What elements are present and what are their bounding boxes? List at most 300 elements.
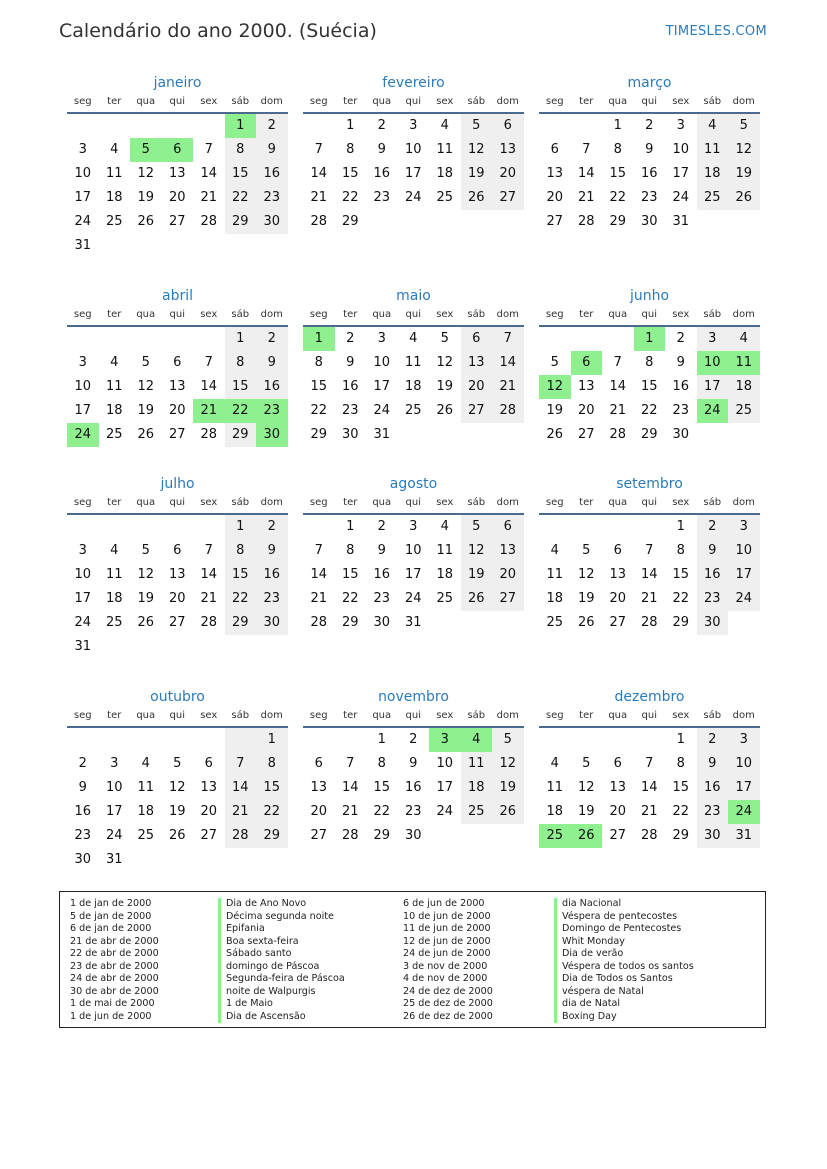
day-cell[interactable]: 24 [404,190,422,205]
day-cell[interactable]: 16 [373,567,391,582]
day-cell[interactable]: 24 [74,214,92,229]
day-cell[interactable]: 12 [492,752,524,776]
day-cell[interactable]: 8 [256,752,288,776]
day-cell[interactable]: 30 [256,611,288,635]
day-cell[interactable]: 30 [74,852,92,867]
day-cell[interactable]: 28 [640,828,658,843]
day-cell[interactable]: 14 [310,166,328,181]
day-cell[interactable]: 21 [492,375,524,399]
day-cell[interactable]: 11 [137,780,155,795]
day-cell[interactable]: 28 [310,214,328,229]
day-cell[interactable]: 30 [256,210,288,234]
day-cell[interactable]: 20 [310,804,328,819]
day-cell[interactable]: 29 [373,828,391,843]
day-cell[interactable]: 22 [341,591,359,606]
day-cell[interactable]: 13 [492,539,524,563]
day-cell[interactable]: 18 [546,804,564,819]
day-cell[interactable]: 10 [728,539,760,563]
day-cell[interactable]: 31 [74,639,92,654]
day-cell[interactable]: 8 [645,355,654,370]
holiday-day-cell[interactable]: 1 [303,327,335,351]
day-cell[interactable]: 7 [314,543,323,558]
day-cell[interactable]: 9 [377,142,386,157]
day-cell[interactable]: 13 [609,567,627,582]
day-cell[interactable]: 9 [645,142,654,157]
day-cell[interactable]: 17 [105,804,123,819]
day-cell[interactable]: 6 [492,515,524,539]
day-cell[interactable]: 14 [640,780,658,795]
day-cell[interactable]: 20 [461,375,493,399]
day-cell[interactable]: 6 [613,756,622,771]
day-cell[interactable]: 2 [256,515,288,539]
day-cell[interactable]: 11 [404,355,422,370]
day-cell[interactable]: 26 [137,214,155,229]
day-cell[interactable]: 25 [697,186,729,210]
day-cell[interactable]: 20 [200,804,218,819]
day-cell[interactable]: 4 [440,118,449,133]
day-cell[interactable]: 24 [728,587,760,611]
day-cell[interactable]: 21 [640,804,658,819]
day-cell[interactable]: 4 [409,331,418,346]
day-cell[interactable]: 12 [137,166,155,181]
day-cell[interactable]: 3 [78,142,87,157]
day-cell[interactable]: 7 [204,355,213,370]
day-cell[interactable]: 10 [105,780,123,795]
day-cell[interactable]: 28 [577,214,595,229]
day-cell[interactable]: 6 [492,114,524,138]
day-cell[interactable]: 25 [436,591,454,606]
day-cell[interactable]: 4 [110,355,119,370]
day-cell[interactable]: 3 [728,728,760,752]
day-cell[interactable]: 18 [728,375,760,399]
day-cell[interactable]: 15 [310,379,328,394]
day-cell[interactable]: 31 [728,824,760,848]
day-cell[interactable]: 8 [676,543,685,558]
day-cell[interactable]: 27 [492,186,524,210]
day-cell[interactable]: 4 [110,543,119,558]
day-cell[interactable]: 21 [577,190,595,205]
day-cell[interactable]: 9 [256,351,288,375]
day-cell[interactable]: 4 [110,142,119,157]
day-cell[interactable]: 2 [377,519,386,534]
day-cell[interactable]: 26 [728,186,760,210]
day-cell[interactable]: 11 [546,780,564,795]
day-cell[interactable]: 5 [141,355,150,370]
day-cell[interactable]: 8 [613,142,622,157]
day-cell[interactable]: 2 [78,756,87,771]
day-cell[interactable]: 25 [404,403,422,418]
holiday-day-cell[interactable]: 22 [225,399,257,423]
day-cell[interactable]: 14 [577,166,595,181]
day-cell[interactable]: 2 [377,118,386,133]
holiday-day-cell[interactable]: 24 [697,399,729,423]
day-cell[interactable]: 22 [640,403,658,418]
day-cell[interactable]: 23 [256,186,288,210]
day-cell[interactable]: 7 [204,543,213,558]
day-cell[interactable]: 27 [546,214,564,229]
day-cell[interactable]: 19 [436,379,454,394]
day-cell[interactable]: 29 [609,214,627,229]
day-cell[interactable]: 13 [461,351,493,375]
day-cell[interactable]: 19 [546,403,564,418]
day-cell[interactable]: 29 [256,824,288,848]
day-cell[interactable]: 28 [310,615,328,630]
site-link[interactable]: TIMESLES.COM [665,24,767,39]
day-cell[interactable]: 12 [461,138,493,162]
day-cell[interactable]: 6 [461,327,493,351]
day-cell[interactable]: 27 [168,214,186,229]
holiday-day-cell[interactable]: 21 [193,399,225,423]
day-cell[interactable]: 11 [105,166,123,181]
day-cell[interactable]: 14 [200,567,218,582]
day-cell[interactable]: 6 [314,756,323,771]
day-cell[interactable]: 20 [609,591,627,606]
day-cell[interactable]: 16 [404,780,422,795]
day-cell[interactable]: 8 [346,142,355,157]
day-cell[interactable]: 19 [492,776,524,800]
day-cell[interactable]: 13 [310,780,328,795]
day-cell[interactable]: 1 [676,519,685,534]
day-cell[interactable]: 5 [582,543,591,558]
day-cell[interactable]: 15 [373,780,391,795]
day-cell[interactable]: 8 [314,355,323,370]
day-cell[interactable]: 16 [697,776,729,800]
day-cell[interactable]: 12 [728,138,760,162]
day-cell[interactable]: 17 [697,375,729,399]
day-cell[interactable]: 27 [492,587,524,611]
day-cell[interactable]: 15 [256,776,288,800]
day-cell[interactable]: 4 [728,327,760,351]
day-cell[interactable]: 13 [492,138,524,162]
day-cell[interactable]: 15 [341,166,359,181]
day-cell[interactable]: 10 [74,379,92,394]
day-cell[interactable]: 28 [200,427,218,442]
day-cell[interactable]: 19 [461,162,493,186]
day-cell[interactable]: 26 [168,828,186,843]
day-cell[interactable]: 17 [728,776,760,800]
day-cell[interactable]: 15 [225,162,257,186]
day-cell[interactable]: 24 [436,804,454,819]
holiday-day-cell[interactable]: 4 [461,728,493,752]
day-cell[interactable]: 16 [640,166,658,181]
day-cell[interactable]: 27 [310,828,328,843]
day-cell[interactable]: 25 [461,800,493,824]
day-cell[interactable]: 20 [492,563,524,587]
day-cell[interactable]: 26 [461,186,493,210]
day-cell[interactable]: 30 [341,427,359,442]
day-cell[interactable]: 23 [373,190,391,205]
day-cell[interactable]: 12 [137,567,155,582]
day-cell[interactable]: 14 [225,776,257,800]
day-cell[interactable]: 27 [200,828,218,843]
day-cell[interactable]: 8 [346,543,355,558]
day-cell[interactable]: 5 [550,355,559,370]
day-cell[interactable]: 20 [168,591,186,606]
day-cell[interactable]: 30 [404,828,422,843]
day-cell[interactable]: 20 [577,403,595,418]
day-cell[interactable]: 19 [137,591,155,606]
holiday-day-cell[interactable]: 25 [539,824,571,848]
day-cell[interactable]: 28 [200,214,218,229]
day-cell[interactable]: 14 [640,567,658,582]
day-cell[interactable]: 12 [461,539,493,563]
day-cell[interactable]: 19 [461,563,493,587]
day-cell[interactable]: 18 [105,591,123,606]
day-cell[interactable]: 30 [640,214,658,229]
day-cell[interactable]: 24 [373,403,391,418]
day-cell[interactable]: 28 [640,615,658,630]
day-cell[interactable]: 31 [105,852,123,867]
day-cell[interactable]: 1 [225,515,257,539]
day-cell[interactable]: 21 [640,591,658,606]
holiday-day-cell[interactable]: 23 [256,399,288,423]
day-cell[interactable]: 21 [310,591,328,606]
day-cell[interactable]: 24 [672,190,690,205]
day-cell[interactable]: 9 [256,539,288,563]
day-cell[interactable]: 2 [645,118,654,133]
day-cell[interactable]: 7 [346,756,355,771]
day-cell[interactable]: 25 [728,399,760,423]
day-cell[interactable]: 6 [204,756,213,771]
day-cell[interactable]: 13 [200,780,218,795]
holiday-day-cell[interactable]: 12 [539,375,571,399]
day-cell[interactable]: 19 [577,591,595,606]
day-cell[interactable]: 3 [676,118,685,133]
day-cell[interactable]: 19 [728,162,760,186]
day-cell[interactable]: 5 [728,114,760,138]
holiday-day-cell[interactable]: 6 [162,138,194,162]
day-cell[interactable]: 28 [341,828,359,843]
day-cell[interactable]: 24 [105,828,123,843]
day-cell[interactable]: 14 [200,379,218,394]
day-cell[interactable]: 30 [672,427,690,442]
day-cell[interactable]: 3 [78,355,87,370]
day-cell[interactable]: 25 [546,615,564,630]
day-cell[interactable]: 7 [645,543,654,558]
day-cell[interactable]: 17 [373,379,391,394]
day-cell[interactable]: 6 [173,355,182,370]
day-cell[interactable]: 11 [105,379,123,394]
day-cell[interactable]: 10 [672,142,690,157]
day-cell[interactable]: 27 [609,828,627,843]
day-cell[interactable]: 28 [200,615,218,630]
day-cell[interactable]: 1 [256,728,288,752]
day-cell[interactable]: 13 [168,379,186,394]
holiday-day-cell[interactable]: 11 [728,351,760,375]
day-cell[interactable]: 9 [256,138,288,162]
day-cell[interactable]: 31 [672,214,690,229]
day-cell[interactable]: 16 [256,563,288,587]
day-cell[interactable]: 1 [225,327,257,351]
day-cell[interactable]: 16 [341,379,359,394]
day-cell[interactable]: 21 [200,190,218,205]
day-cell[interactable]: 22 [609,190,627,205]
day-cell[interactable]: 1 [613,118,622,133]
day-cell[interactable]: 19 [137,190,155,205]
day-cell[interactable]: 20 [492,162,524,186]
day-cell[interactable]: 29 [672,828,690,843]
day-cell[interactable]: 16 [697,563,729,587]
day-cell[interactable]: 22 [310,403,328,418]
day-cell[interactable]: 26 [577,615,595,630]
day-cell[interactable]: 5 [440,331,449,346]
day-cell[interactable]: 18 [137,804,155,819]
day-cell[interactable]: 14 [492,351,524,375]
holiday-day-cell[interactable]: 1 [634,327,666,351]
day-cell[interactable]: 11 [697,138,729,162]
day-cell[interactable]: 1 [346,118,355,133]
day-cell[interactable]: 4 [550,756,559,771]
day-cell[interactable]: 18 [546,591,564,606]
day-cell[interactable]: 10 [373,355,391,370]
day-cell[interactable]: 12 [168,780,186,795]
day-cell[interactable]: 8 [377,756,386,771]
day-cell[interactable]: 13 [609,780,627,795]
day-cell[interactable]: 9 [78,780,87,795]
day-cell[interactable]: 31 [404,615,422,630]
day-cell[interactable]: 18 [461,776,493,800]
day-cell[interactable]: 16 [672,379,690,394]
day-cell[interactable]: 2 [697,515,729,539]
day-cell[interactable]: 23 [373,591,391,606]
day-cell[interactable]: 23 [697,587,729,611]
day-cell[interactable]: 7 [582,142,591,157]
day-cell[interactable]: 30 [697,824,729,848]
day-cell[interactable]: 13 [577,379,595,394]
day-cell[interactable]: 6 [173,543,182,558]
day-cell[interactable]: 5 [141,543,150,558]
day-cell[interactable]: 12 [137,379,155,394]
day-cell[interactable]: 11 [461,752,493,776]
day-cell[interactable]: 9 [697,752,729,776]
day-cell[interactable]: 29 [341,615,359,630]
day-cell[interactable]: 21 [609,403,627,418]
day-cell[interactable]: 20 [168,403,186,418]
day-cell[interactable]: 2 [409,732,418,747]
day-cell[interactable]: 27 [168,615,186,630]
day-cell[interactable]: 2 [256,327,288,351]
day-cell[interactable]: 9 [377,543,386,558]
day-cell[interactable]: 14 [609,379,627,394]
day-cell[interactable]: 9 [676,355,685,370]
day-cell[interactable]: 22 [225,186,257,210]
day-cell[interactable]: 15 [672,780,690,795]
day-cell[interactable]: 28 [492,399,524,423]
day-cell[interactable]: 14 [310,567,328,582]
day-cell[interactable]: 22 [672,591,690,606]
day-cell[interactable]: 1 [377,732,386,747]
day-cell[interactable]: 22 [225,587,257,611]
day-cell[interactable]: 17 [404,567,422,582]
day-cell[interactable]: 17 [436,780,454,795]
day-cell[interactable]: 18 [436,567,454,582]
day-cell[interactable]: 12 [577,780,595,795]
day-cell[interactable]: 27 [577,427,595,442]
day-cell[interactable]: 27 [609,615,627,630]
day-cell[interactable]: 7 [645,756,654,771]
day-cell[interactable]: 15 [225,375,257,399]
day-cell[interactable]: 23 [672,403,690,418]
holiday-day-cell[interactable]: 26 [571,824,603,848]
day-cell[interactable]: 25 [137,828,155,843]
day-cell[interactable]: 4 [550,543,559,558]
day-cell[interactable]: 21 [225,800,257,824]
day-cell[interactable]: 1 [676,732,685,747]
day-cell[interactable]: 29 [225,611,257,635]
day-cell[interactable]: 23 [341,403,359,418]
day-cell[interactable]: 10 [404,543,422,558]
day-cell[interactable]: 23 [697,800,729,824]
day-cell[interactable]: 24 [74,615,92,630]
day-cell[interactable]: 18 [105,403,123,418]
day-cell[interactable]: 29 [310,427,328,442]
day-cell[interactable]: 25 [436,190,454,205]
day-cell[interactable]: 3 [697,327,729,351]
day-cell[interactable]: 25 [105,615,123,630]
day-cell[interactable]: 29 [225,423,257,447]
holiday-day-cell[interactable]: 1 [225,114,257,138]
day-cell[interactable]: 13 [546,166,564,181]
day-cell[interactable]: 21 [310,190,328,205]
day-cell[interactable]: 8 [225,539,257,563]
day-cell[interactable]: 9 [409,756,418,771]
day-cell[interactable]: 21 [341,804,359,819]
day-cell[interactable]: 28 [225,824,257,848]
day-cell[interactable]: 20 [546,190,564,205]
day-cell[interactable]: 18 [436,166,454,181]
day-cell[interactable]: 15 [609,166,627,181]
day-cell[interactable]: 18 [404,379,422,394]
day-cell[interactable]: 6 [613,543,622,558]
day-cell[interactable]: 3 [78,543,87,558]
day-cell[interactable]: 29 [225,210,257,234]
day-cell[interactable]: 14 [341,780,359,795]
day-cell[interactable]: 22 [672,804,690,819]
day-cell[interactable]: 15 [640,379,658,394]
day-cell[interactable]: 16 [256,162,288,186]
day-cell[interactable]: 4 [440,519,449,534]
day-cell[interactable]: 17 [404,166,422,181]
day-cell[interactable]: 13 [168,567,186,582]
day-cell[interactable]: 22 [373,804,391,819]
day-cell[interactable]: 15 [341,567,359,582]
day-cell[interactable]: 17 [728,563,760,587]
day-cell[interactable]: 17 [74,403,92,418]
day-cell[interactable]: 26 [137,427,155,442]
day-cell[interactable]: 7 [314,142,323,157]
day-cell[interactable]: 5 [173,756,182,771]
day-cell[interactable]: 5 [461,114,493,138]
day-cell[interactable]: 31 [373,427,391,442]
day-cell[interactable]: 23 [640,190,658,205]
day-cell[interactable]: 23 [256,587,288,611]
day-cell[interactable]: 5 [461,515,493,539]
day-cell[interactable]: 4 [141,756,150,771]
holiday-day-cell[interactable]: 24 [728,800,760,824]
day-cell[interactable]: 28 [609,427,627,442]
day-cell[interactable]: 2 [676,331,685,346]
day-cell[interactable]: 26 [546,427,564,442]
day-cell[interactable]: 18 [105,190,123,205]
day-cell[interactable]: 17 [74,190,92,205]
day-cell[interactable]: 7 [204,142,213,157]
holiday-day-cell[interactable]: 10 [697,351,729,375]
day-cell[interactable]: 10 [728,752,760,776]
day-cell[interactable]: 14 [200,166,218,181]
day-cell[interactable]: 11 [436,142,454,157]
day-cell[interactable]: 18 [697,162,729,186]
day-cell[interactable]: 2 [256,114,288,138]
